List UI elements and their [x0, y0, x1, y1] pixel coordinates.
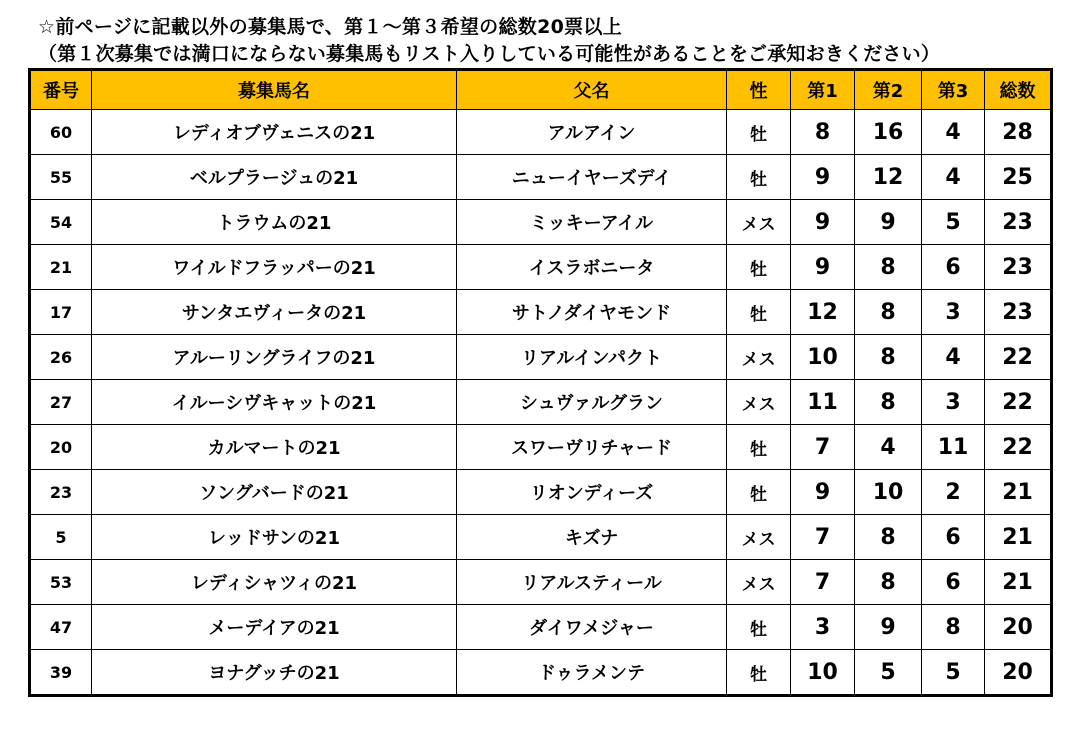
cell-choice1: 7 [791, 560, 855, 605]
cell-total: 22 [985, 335, 1052, 380]
col-header-choice1: 第1 [791, 70, 855, 110]
cell-sex: 牡 [727, 290, 791, 335]
col-header-choice3: 第3 [922, 70, 985, 110]
cell-horse-name: レディオブヴェニスの21 [92, 110, 457, 155]
table-row [30, 650, 1052, 696]
cell-total: 21 [985, 470, 1052, 515]
cell-choice3: 4 [922, 155, 985, 200]
col-header-sire: 父名 [457, 70, 727, 110]
cell-total: 21 [985, 515, 1052, 560]
cell-sex: 牡 [727, 110, 791, 155]
cell-horse-name: アルーリングライフの21 [92, 335, 457, 380]
cell-choice1: 9 [791, 200, 855, 245]
cell-sex: メス [727, 200, 791, 245]
cell-sire: ドゥラメンテ [457, 650, 727, 696]
cell-sire: スワーヴリチャード [457, 425, 727, 470]
cell-choice1: 10 [791, 335, 855, 380]
table-row [30, 560, 1052, 605]
cell-number: 5 [30, 515, 92, 560]
cell-choice3: 6 [922, 245, 985, 290]
cell-choice1: 9 [791, 470, 855, 515]
cell-horse-name: ワイルドフラッパーの21 [92, 245, 457, 290]
table-row [30, 245, 1052, 290]
cell-choice3: 3 [922, 290, 985, 335]
cell-sex: メス [727, 380, 791, 425]
cell-choice3: 6 [922, 515, 985, 560]
cell-sire: イスラボニータ [457, 245, 727, 290]
table-row [30, 515, 1052, 560]
cell-choice2: 9 [855, 200, 922, 245]
cell-sex: 牡 [727, 650, 791, 696]
heading-line2: （第１次募集では満口にならない募集馬もリスト入りしている可能性があることをご承知おきください） [38, 43, 941, 65]
cell-choice1: 9 [791, 155, 855, 200]
cell-horse-name: ソングバードの21 [92, 470, 457, 515]
cell-sire: ニューイヤーズデイ [457, 155, 727, 200]
cell-choice1: 7 [791, 425, 855, 470]
cell-number: 21 [30, 245, 92, 290]
cell-sire: キズナ [457, 515, 727, 560]
table-row [30, 155, 1052, 200]
col-header-sex: 性 [727, 70, 791, 110]
cell-horse-name: イルーシヴキャットの21 [92, 380, 457, 425]
horse-vote-table [28, 68, 1053, 697]
cell-total: 22 [985, 425, 1052, 470]
cell-choice3: 8 [922, 605, 985, 650]
cell-total: 22 [985, 380, 1052, 425]
cell-choice2: 8 [855, 290, 922, 335]
cell-horse-name: カルマートの21 [92, 425, 457, 470]
cell-choice2: 9 [855, 605, 922, 650]
cell-sire: シュヴァルグラン [457, 380, 727, 425]
cell-choice1: 8 [791, 110, 855, 155]
cell-sire: リオンディーズ [457, 470, 727, 515]
cell-sex: メス [727, 560, 791, 605]
col-header-choice2: 第2 [855, 70, 922, 110]
cell-choice3: 3 [922, 380, 985, 425]
cell-total: 21 [985, 560, 1052, 605]
cell-choice3: 5 [922, 200, 985, 245]
heading-line1: ☆前ページに記載以外の募集馬で、第１～第３希望の総数20票以上 [38, 16, 623, 38]
cell-total: 23 [985, 245, 1052, 290]
table-header-row [30, 70, 1052, 110]
cell-total: 20 [985, 605, 1052, 650]
cell-number: 17 [30, 290, 92, 335]
cell-sex: メス [727, 335, 791, 380]
cell-choice2: 10 [855, 470, 922, 515]
cell-choice3: 11 [922, 425, 985, 470]
cell-choice3: 4 [922, 110, 985, 155]
cell-horse-name: トラウムの21 [92, 200, 457, 245]
cell-choice2: 8 [855, 245, 922, 290]
cell-number: 55 [30, 155, 92, 200]
cell-horse-name: レディシャツィの21 [92, 560, 457, 605]
cell-choice2: 5 [855, 650, 922, 696]
cell-sex: 牡 [727, 245, 791, 290]
cell-sire: リアルスティール [457, 560, 727, 605]
cell-choice3: 2 [922, 470, 985, 515]
cell-number: 60 [30, 110, 92, 155]
col-header-total: 総数 [985, 70, 1052, 110]
cell-number: 47 [30, 605, 92, 650]
cell-choice3: 4 [922, 335, 985, 380]
cell-total: 23 [985, 290, 1052, 335]
cell-number: 23 [30, 470, 92, 515]
cell-choice2: 8 [855, 560, 922, 605]
cell-choice1: 7 [791, 515, 855, 560]
cell-total: 23 [985, 200, 1052, 245]
cell-number: 39 [30, 650, 92, 696]
cell-sex: 牡 [727, 155, 791, 200]
table-row [30, 380, 1052, 425]
cell-choice1: 11 [791, 380, 855, 425]
cell-sex: 牡 [727, 425, 791, 470]
cell-sex: 牡 [727, 605, 791, 650]
cell-sex: 牡 [727, 470, 791, 515]
cell-number: 20 [30, 425, 92, 470]
cell-number: 53 [30, 560, 92, 605]
cell-choice3: 6 [922, 560, 985, 605]
table-row [30, 200, 1052, 245]
cell-choice1: 3 [791, 605, 855, 650]
table-row [30, 290, 1052, 335]
cell-sex: メス [727, 515, 791, 560]
cell-choice2: 8 [855, 335, 922, 380]
cell-horse-name: レッドサンの21 [92, 515, 457, 560]
cell-choice2: 12 [855, 155, 922, 200]
cell-sire: サトノダイヤモンド [457, 290, 727, 335]
cell-sire: リアルインパクト [457, 335, 727, 380]
cell-horse-name: サンタエヴィータの21 [92, 290, 457, 335]
cell-horse-name: ヨナグッチの21 [92, 650, 457, 696]
cell-total: 20 [985, 650, 1052, 696]
cell-number: 26 [30, 335, 92, 380]
cell-choice1: 9 [791, 245, 855, 290]
cell-horse-name: メーデイアの21 [92, 605, 457, 650]
cell-sire: ダイワメジャー [457, 605, 727, 650]
table-row [30, 425, 1052, 470]
table-row [30, 335, 1052, 380]
table-row [30, 110, 1052, 155]
cell-choice2: 8 [855, 380, 922, 425]
col-header-number: 番号 [30, 70, 92, 110]
cell-choice1: 12 [791, 290, 855, 335]
cell-choice2: 16 [855, 110, 922, 155]
cell-horse-name: ベルプラージュの21 [92, 155, 457, 200]
col-header-horse-name: 募集馬名 [92, 70, 457, 110]
table-row [30, 470, 1052, 515]
cell-choice1: 10 [791, 650, 855, 696]
cell-choice3: 5 [922, 650, 985, 696]
cell-total: 28 [985, 110, 1052, 155]
cell-number: 54 [30, 200, 92, 245]
cell-choice2: 8 [855, 515, 922, 560]
cell-choice2: 4 [855, 425, 922, 470]
cell-sire: ミッキーアイル [457, 200, 727, 245]
cell-number: 27 [30, 380, 92, 425]
table-row [30, 605, 1052, 650]
cell-total: 25 [985, 155, 1052, 200]
cell-sire: アルアイン [457, 110, 727, 155]
